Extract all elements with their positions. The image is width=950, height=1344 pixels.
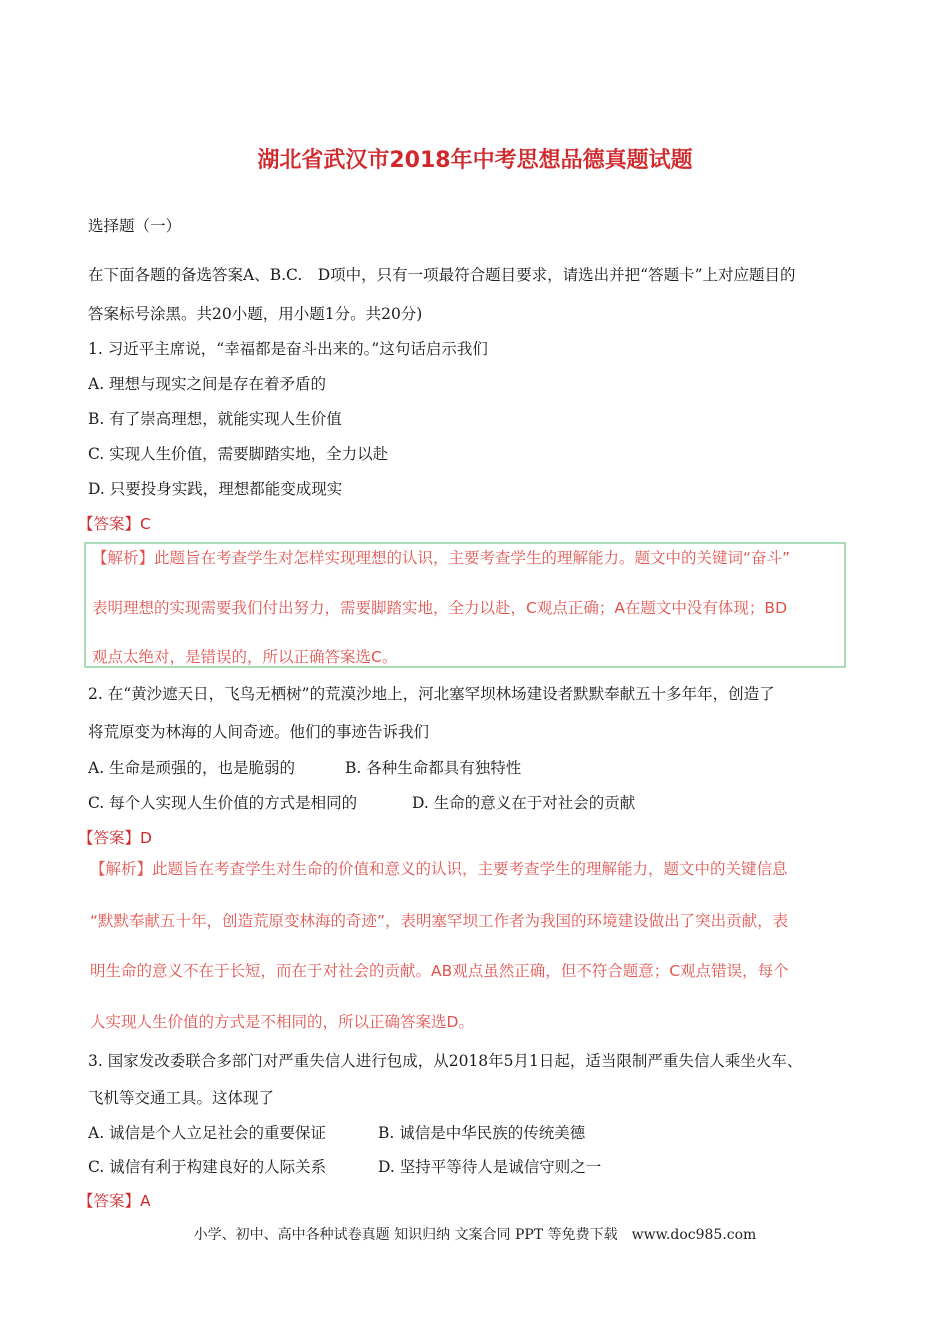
question-1-option-c: C. 实现人生价值，需要脚踏实地，全力以赴 [88,445,389,463]
question-1-stem: 1. 习近平主席说，“幸福都是奋斗出来的。”这句话启示我们 [88,340,488,358]
question-2-option-c: C. 每个人实现人生价值的方式是相同的 [88,794,358,812]
question-3-option-b: B. 诚信是中华民族的传统美德 [378,1124,586,1142]
question-3-option-a: A. 诚信是个人立足社会的重要保证 [88,1124,327,1142]
instructions-line-1: 在下面各题的备选答案A、B.C. D项中，只有一项最符合题目要求，请选出并把“答题卡”上对应题目的 [88,266,796,284]
question-1-analysis-box [84,542,846,668]
question-1-option-a: A. 理想与现实之间是存在着矛盾的 [88,375,327,393]
question-3-stem-line-1: 3. 国家发改委联合多部门对严重失信人进行包成，从2018年5月1日起，适当限制严重失信人乘坐火车、 [88,1052,803,1070]
question-2-option-a: A. 生命是顽强的，也是脆弱的 [88,759,296,777]
question-2-stem-line-2: 将荒原变为林海的人间奇迹。他们的事迹告诉我们 [88,723,430,741]
question-2-answer: 【答案】D [78,829,152,847]
question-2-analysis-box [84,853,842,1031]
question-3-option-d: D. 坚持平等待人是诚信守则之一 [378,1158,602,1176]
section-heading: 选择题（一） [88,217,182,235]
question-2-option-d: D. 生命的意义在于对社会的贡献 [412,794,636,812]
question-1-option-d: D. 只要投身实践，理想都能变成现实 [88,480,343,498]
question-2-option-b: B. 各种生命都具有独特性 [345,759,522,777]
question-2-stem-line-1: 2. 在“黄沙遮天日，飞鸟无栖树”的荒漠沙地上，河北塞罕坝林场建设者默默奉献五十多年年，创造了 [88,685,775,703]
page-footer: 小学、初中、高中各种试卷真题 知识归纳 文案合同 PPT 等免费下载 www.doc985.com [193,1227,757,1243]
document-title: 湖北省武汉市2018年中考思想品德真题试题 [257,148,693,173]
instructions-line-2: 答案标号涂黑。共20小题，用小题1分。共20分) [88,305,423,323]
analysis-line: 【解析】此题旨在考查学生对生命的价值和意义的认识，主要考查学生的理解能力，题文中的关键信息 [90,860,788,878]
question-3-option-c: C. 诚信有利于构建良好的人际关系 [88,1158,327,1176]
question-3-answer: 【答案】A [78,1192,151,1210]
question-3-stem-line-2: 飞机等交通工具。这体现了 [88,1089,275,1107]
analysis-line: 人实现人生价值的方式是不相同的，所以正确答案选D。 [90,1013,474,1031]
question-1-option-b: B. 有了崇高理想，就能实现人生价值 [88,410,342,428]
question-1-answer: 【答案】C [78,515,151,533]
analysis-line: 明生命的意义不在于长短，而在于对社会的贡献。AB观点虽然正确，但不符合题意；C观点错误，每个 [90,962,789,980]
analysis-line: “默默奉献五十年，创造荒原变林海的奇迹”，表明塞罕坝工作者为我国的环境建设做出了突出贡献，表 [90,912,789,930]
analysis-line: 【解析】此题旨在考查学生对怎样实现理想的认识，主要考查学生的理解能力。题文中的关键词“奋斗” [92,549,791,567]
analysis-line: 表明理想的实现需要我们付出努力，需要脚踏实地，全力以赴，C观点正确；A在题文中没有体现；BD [92,599,787,617]
analysis-line: 观点太绝对，是错误的，所以正确答案选C。 [92,648,398,666]
